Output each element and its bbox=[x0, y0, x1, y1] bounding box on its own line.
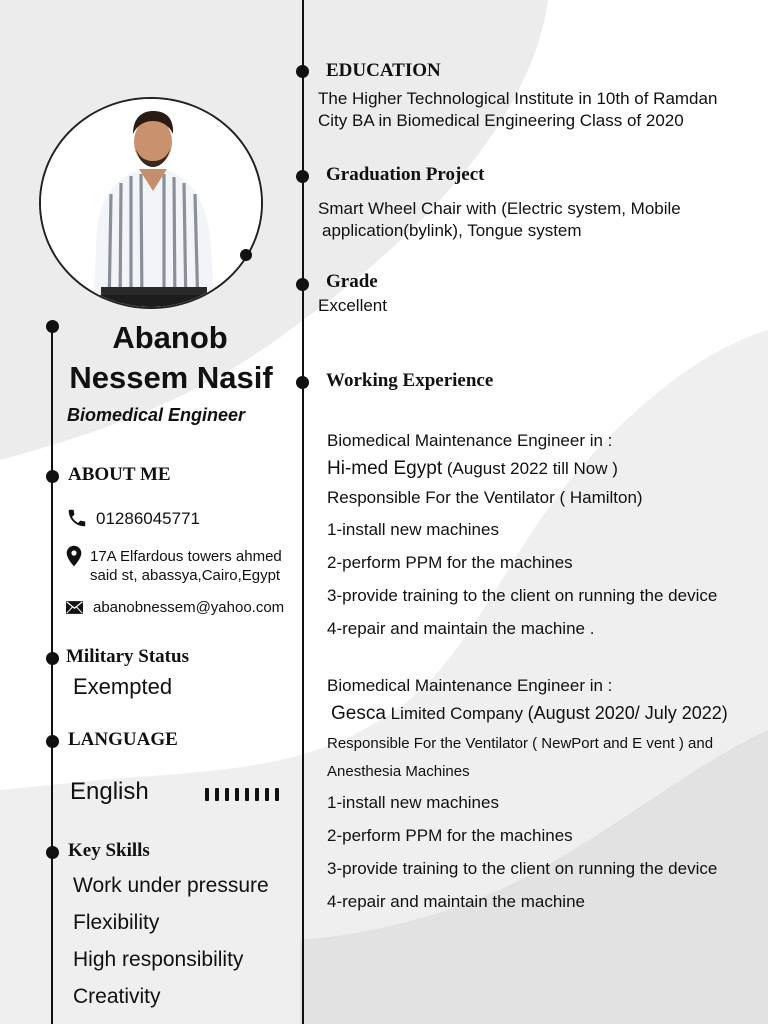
job-1-task: 2-perform PPM for the machines bbox=[327, 553, 573, 572]
job-title: Biomedical Engineer bbox=[67, 405, 246, 425]
timeline-dot-skills bbox=[46, 846, 59, 859]
language-name: English bbox=[70, 778, 149, 805]
job-1-period: (August 2022 till Now ) bbox=[446, 459, 618, 478]
language-level-bar bbox=[225, 788, 229, 801]
military-value: Exempted bbox=[73, 674, 173, 699]
project-line-2: application(bylink), Tongue system bbox=[322, 221, 582, 240]
address-line-1: 17A Elfardous towers ahmed bbox=[90, 548, 282, 565]
language-level-indicator bbox=[205, 788, 279, 801]
profile-photo bbox=[39, 97, 263, 309]
address-line-2: said st, abassya,Cairo,Egypt bbox=[90, 567, 281, 584]
job-1-role: Biomedical Maintenance Engineer in : bbox=[327, 431, 613, 450]
timeline-dot-project bbox=[296, 170, 309, 183]
language-level-bar bbox=[255, 788, 259, 801]
name-last: Nessem Nasif bbox=[69, 360, 273, 395]
job-1-company-line bbox=[327, 458, 618, 480]
phone-number[interactable]: 01286045771 bbox=[96, 509, 201, 528]
skill-item: Work under pressure bbox=[73, 874, 269, 897]
job-2-company: Gesca bbox=[331, 703, 386, 724]
phone-icon bbox=[66, 507, 88, 529]
skills-heading: Key Skills bbox=[68, 840, 150, 861]
timeline-dot-name bbox=[46, 320, 59, 333]
photo-accent-dot bbox=[240, 249, 252, 261]
language-heading: LANGUAGE bbox=[68, 729, 178, 750]
education-line-2: City BA in Biomedical Engineering Class of 2020 bbox=[318, 111, 684, 130]
job-2-task: 2-perform PPM for the machines bbox=[327, 826, 573, 845]
skill-item: Flexibility bbox=[73, 911, 160, 934]
job-1-company: Hi-med Egypt bbox=[327, 458, 443, 479]
experience-heading: Working Experience bbox=[326, 370, 494, 391]
location-pin-icon bbox=[65, 545, 83, 567]
job-2-responsibility-line-1: Responsible For the Ventilator ( NewPort and E vent ) and bbox=[327, 735, 714, 752]
job-2-period: (August 2020/ July 2022) bbox=[527, 703, 728, 723]
language-level-bar bbox=[215, 788, 219, 801]
military-heading: Military Status bbox=[66, 646, 189, 667]
job-2-company-line bbox=[331, 703, 728, 725]
job-2-task: 4-repair and maintain the machine bbox=[327, 892, 585, 911]
job-2-role: Biomedical Maintenance Engineer in : bbox=[327, 676, 613, 695]
name-first: Abanob bbox=[112, 320, 228, 355]
job-2-task: 3-provide training to the client on running the device bbox=[327, 859, 718, 878]
center-divider-line bbox=[302, 0, 304, 1024]
skill-item: High responsibility bbox=[73, 948, 244, 971]
language-level-bar bbox=[205, 788, 209, 801]
timeline-dot-grade bbox=[296, 278, 309, 291]
language-level-bar bbox=[245, 788, 249, 801]
about-heading: ABOUT ME bbox=[68, 464, 171, 485]
job-1-responsibility: Responsible For the Ventilator ( Hamilton) bbox=[327, 488, 643, 507]
language-level-bar bbox=[265, 788, 269, 801]
email-address[interactable]: abanobnessem@yahoo.com bbox=[93, 599, 285, 616]
grade-value: Excellent bbox=[318, 296, 387, 315]
project-line-1: Smart Wheel Chair with (Electric system, Mobile bbox=[318, 199, 681, 218]
job-2-task: 1-install new machines bbox=[327, 793, 499, 812]
envelope-icon bbox=[66, 601, 83, 614]
job-1-task: 4-repair and maintain the machine . bbox=[327, 619, 595, 638]
language-level-bar bbox=[275, 788, 279, 801]
job-1-task: 1-install new machines bbox=[327, 520, 499, 539]
timeline-dot-about bbox=[46, 470, 59, 483]
job-2-company-rest: Limited Company bbox=[390, 704, 523, 723]
timeline-dot-military bbox=[46, 652, 59, 665]
language-level-bar bbox=[235, 788, 239, 801]
skill-item: Creativity bbox=[73, 985, 161, 1008]
education-line-1: The Higher Technological Institute in 10th of Ramdan bbox=[318, 89, 718, 108]
timeline-dot-experience bbox=[296, 376, 309, 389]
education-heading: EDUCATION bbox=[326, 60, 441, 81]
job-2-responsibility-line-2: Anesthesia Machines bbox=[327, 763, 470, 780]
grade-heading: Grade bbox=[326, 271, 378, 292]
timeline-dot-language bbox=[46, 735, 59, 748]
left-timeline-line bbox=[51, 326, 53, 1024]
job-1-task: 3-provide training to the client on running the device bbox=[327, 586, 718, 605]
timeline-dot-education bbox=[296, 65, 309, 78]
project-heading: Graduation Project bbox=[326, 164, 485, 185]
